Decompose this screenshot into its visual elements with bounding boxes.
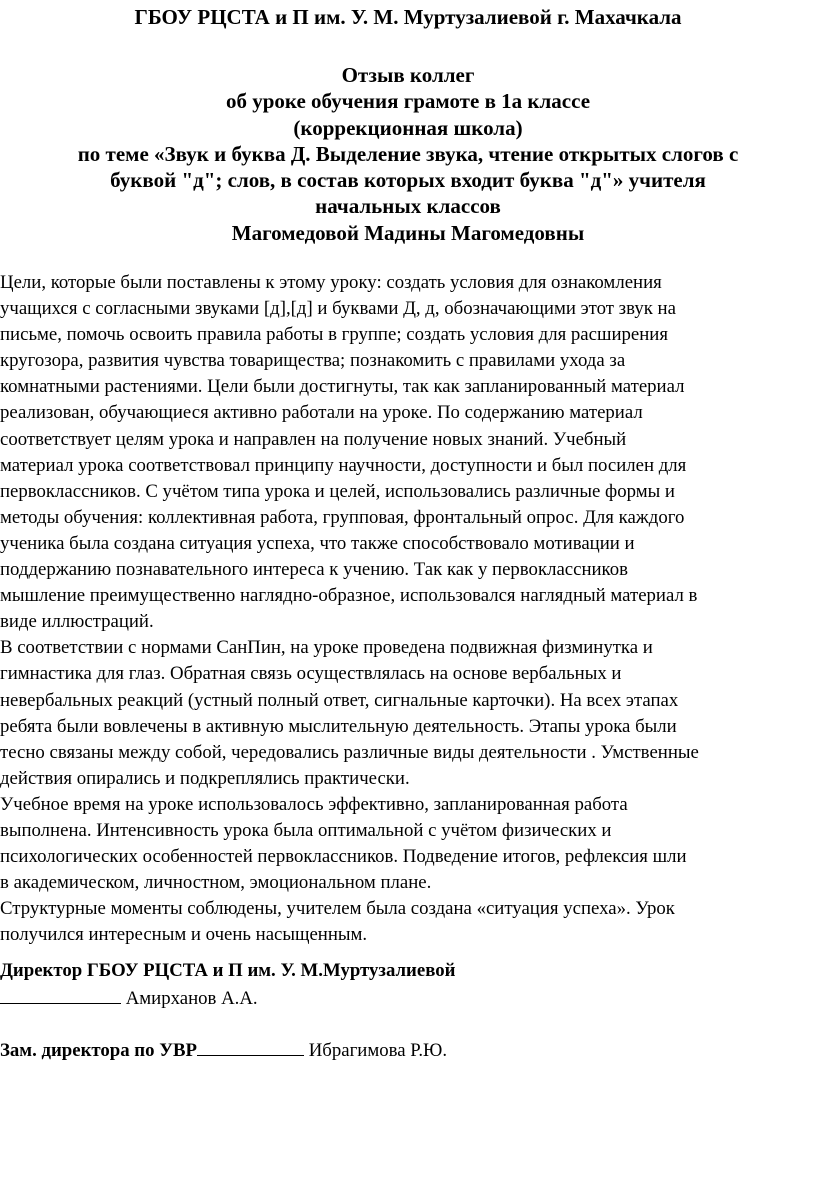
title-line: Отзыв коллег bbox=[341, 63, 475, 87]
organization-header: ГБОУ РЦСТА и П им. У. М. Муртузалиевой г. Махачкала bbox=[134, 5, 682, 29]
body-line: реализован, обучающиеся активно работали на уроке. По содержанию материал bbox=[0, 402, 643, 424]
title-line: об уроке обучения грамоте в 1а классе bbox=[225, 89, 591, 114]
body-line: поддержанию познавательного интереса к учению. Так как у первоклассников bbox=[0, 559, 628, 581]
body-line: виде иллюстраций. bbox=[0, 611, 154, 633]
title-line: по теме «Звук и буква Д. Выделение звука, чтение открытых слогов с bbox=[77, 141, 739, 166]
director-signature-title bbox=[0, 958, 455, 984]
director-signature-line bbox=[0, 984, 258, 1012]
director-title: Директор ГБОУ РЦСТА и П им. У. М.Муртузалиевой bbox=[0, 960, 456, 981]
deputy-signature-line bbox=[0, 1036, 447, 1064]
body-line: методы обучения: коллективная работа, групповая, фронтальный опрос. Для каждого bbox=[0, 506, 685, 528]
body-line: первоклассников. С учётом типа урока и целей, использовались различные формы и bbox=[0, 480, 675, 502]
body-line: Учебное время на уроке использовалось эффективно, запланированная работа bbox=[0, 793, 628, 815]
body-line: ребята были вовлечены в активную мыслительную деятельность. Этапы урока были bbox=[0, 715, 677, 737]
body-line: комнатными растениями. Цели были достигнуты, так как запланированный материал bbox=[0, 376, 685, 398]
body-line: соответствует целям урока и направлен на получение новых знаний. Учебный bbox=[0, 428, 627, 450]
body-line: психологических особенностей первоклассников. Подведение итогов, рефлексия шли bbox=[0, 846, 687, 868]
body-line: получился интересным и очень насыщенным. bbox=[0, 924, 368, 946]
body-line: Цели, которые были поставлены к этому уроку: создать условия для ознакомления bbox=[0, 272, 662, 293]
deputy-title: Зам. директора по УВР bbox=[0, 1040, 198, 1061]
body-line: гимнастика для глаз. Обратная связь осуществлялась на основе вербальных и bbox=[0, 663, 622, 685]
body-line: мышление преимущественно наглядно-образное, использовался наглядный материал в bbox=[0, 585, 698, 607]
director-name: Амирханов А.А. bbox=[125, 988, 258, 1009]
body-line: ученика была создана ситуация успеха, что также способствовало мотивации и bbox=[0, 532, 635, 554]
title-line: начальных классов bbox=[315, 194, 501, 219]
body-line: действия опирались и подкреплялись практически. bbox=[0, 767, 410, 789]
signature-blank bbox=[0, 984, 121, 1004]
body-line: невербальных реакций (устный полный ответ, сигнальные карточки). На всех этапах bbox=[0, 689, 679, 711]
body-line: тесно связаны между собой, чередовались различные виды деятельности . Умственные bbox=[0, 741, 699, 763]
body-line: Структурные моменты соблюдены, учителем была создана «ситуация успеха». Урок bbox=[0, 898, 675, 920]
signature-blank bbox=[197, 1036, 304, 1056]
body-line: В соответствии с нормами СанПин, на уроке проведена подвижная физминутка и bbox=[0, 637, 653, 659]
body-line: выполнена. Интенсивность урока была оптимальной с учётом физических и bbox=[0, 819, 612, 841]
review-body bbox=[0, 270, 816, 948]
title-line: (коррекционная школа) bbox=[293, 115, 523, 140]
title-line: буквой "д"; слов, в состав которых входит буква "д"» учителя bbox=[110, 168, 706, 193]
deputy-name: Ибрагимова Р.Ю. bbox=[308, 1040, 448, 1061]
body-line: учащихся с согласными звуками [д],[д] и буквами Д, д, обозначающими этот звук на bbox=[0, 298, 676, 320]
title-line: Магомедовой Мадины Магомедовны bbox=[231, 220, 585, 245]
body-line: письме, помочь освоить правила работы в группе; создать условия для расширения bbox=[0, 324, 668, 346]
body-line: в академическом, личностном, эмоциональном плане. bbox=[0, 872, 432, 894]
body-line: кругозора, развития чувства товарищества; познакомить с правилами ухода за bbox=[0, 350, 626, 372]
review-title bbox=[0, 62, 816, 246]
body-line: материал урока соответствовал принципу научности, доступности и был посилен для bbox=[0, 454, 687, 476]
